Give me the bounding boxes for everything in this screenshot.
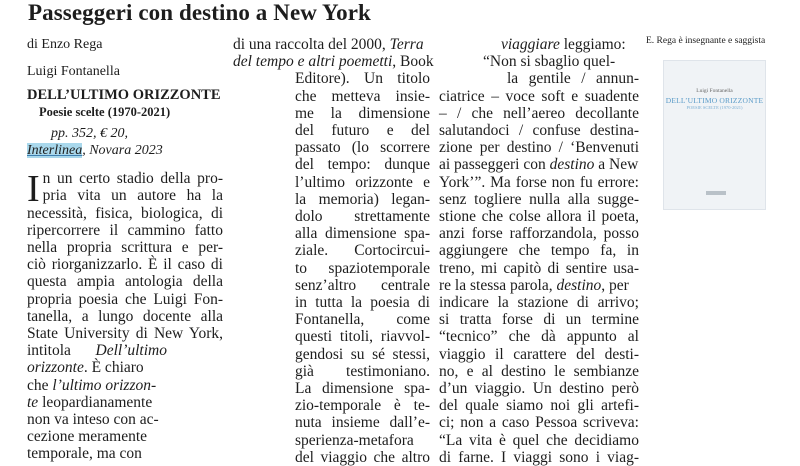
- publisher-logo: [706, 191, 726, 195]
- text-line: necessità, fisica, biologica, di: [27, 204, 223, 222]
- text-line: del tempo e altri poemetti, Book: [233, 53, 434, 71]
- text-line: tanella, a lungo docente alla: [27, 307, 223, 325]
- publisher-tail: , Novara 2023: [82, 143, 163, 159]
- text-line: l’ultimo orizzonte e: [295, 173, 430, 191]
- text-line: del futuro e del: [295, 122, 430, 140]
- text-line: “Non si sbaglio quel-: [483, 53, 616, 71]
- text-line: nuta insieme dall’e-: [295, 414, 430, 432]
- text-line: ai passeggeri con destino a New: [439, 156, 639, 174]
- text-line: ciatrice – voce soft e suadente: [439, 87, 639, 105]
- text-line: ciò riorganizzarlo. È il caso di: [27, 256, 223, 274]
- intro-paragraph: [27, 170, 223, 462]
- text-line: sperienza-metafora: [295, 431, 414, 449]
- text-line: propria poesia che Luigi Fon-: [27, 290, 223, 308]
- text-line: senz togliere nulla alla sugge-: [439, 190, 639, 208]
- text-line: temporale, ma con: [27, 445, 142, 463]
- text-line: viaggio il carattere del desti-: [439, 345, 639, 363]
- text-line: del quale siamo noi gli artefi-: [439, 397, 639, 415]
- column-3: [439, 36, 639, 466]
- text-line: York’”. Ma forse non fu errore:: [439, 173, 639, 191]
- text-line: “La vita è quel che decidiamo: [439, 431, 639, 449]
- pages-price: pp. 352, € 20,: [51, 126, 128, 141]
- text-line: ci; non a caso Pessoa scriveva:: [439, 414, 639, 432]
- text-line: salutandoci / confuse destina-: [439, 122, 639, 140]
- text-line: Editore). Un titolo: [295, 70, 430, 88]
- book-cover-image: [663, 60, 766, 210]
- column-1: [27, 36, 223, 463]
- publisher-line: [27, 142, 223, 160]
- cover-subtitle: POESIE SCELTE (1970-2021): [686, 105, 743, 110]
- text-line: d’un viaggio. Un destino però: [439, 380, 639, 398]
- text-line: la memoria) legan-: [295, 190, 430, 208]
- text-line: questi titoli, riavvol-: [295, 328, 430, 346]
- text-line: no, e al destino le sembianze: [439, 362, 639, 380]
- text-line: in tutta la poesia di: [295, 294, 430, 312]
- text-line: to spaziotemporale: [295, 259, 430, 277]
- text-line: non va inteso con ac-: [27, 411, 159, 429]
- cover-title: DELL’ULTIMO ORIZZONTE: [665, 96, 764, 105]
- text-line: aggiungere che tempo fa, in: [439, 242, 639, 260]
- text-line: n un certo stadio della pro-: [42, 170, 223, 188]
- text-line: te leopardianamente: [27, 393, 153, 411]
- text-line: ziale. Cortocircui-: [295, 242, 430, 260]
- text-line: la gentile / annun-: [507, 70, 639, 88]
- text-line: me la dimensione: [295, 104, 430, 122]
- author-caption: E. Rega è insegnante e saggista: [646, 36, 766, 46]
- text-line: che metteva insie-: [295, 87, 430, 105]
- text-line: pria vita un autore ha la: [42, 187, 223, 205]
- text-line: del tempo: dunque: [295, 156, 430, 174]
- text-line: alla dimensione spa-: [295, 225, 430, 243]
- book-title: DELL’ULTIMO ORIZZONTE: [27, 87, 221, 103]
- text-line: cezione meramente: [27, 428, 148, 446]
- text-line: dolo strettamente: [295, 208, 430, 226]
- text-line: questa ampia antologia della: [27, 273, 223, 291]
- text-line: zione per destino / ‘Benvenuti: [439, 139, 639, 157]
- byline: di Enzo Rega: [27, 37, 103, 52]
- text-line: già testimoniano.: [295, 362, 430, 380]
- publisher-link[interactable]: Interlinea: [27, 143, 83, 159]
- text-line: di farne. I viaggi sono i viag-: [439, 448, 639, 466]
- book-subtitle: Poesie scelte (1970-2021): [39, 105, 171, 119]
- text-line: treno, mi capitò di sentire usa-: [439, 259, 639, 277]
- text-line: La dimensione spa-: [295, 380, 430, 398]
- text-line: che l’ultimo orizzon-: [27, 376, 157, 394]
- text-line: ripercorrere il cammino fatto: [27, 221, 223, 239]
- text-line: stione che colse allora il poeta,: [439, 208, 639, 226]
- text-line: “tecnico” che dà appunto al: [439, 328, 639, 346]
- text-line: Fontanella, come: [295, 311, 430, 329]
- column-2: [233, 36, 434, 466]
- article-title: Passeggeri con destino a New York: [28, 0, 371, 25]
- text-line: zio-temporale è te-: [295, 397, 430, 415]
- drop-cap: I: [27, 168, 40, 211]
- cover-author: Luigi Fontanella: [696, 88, 733, 94]
- text-line: orizzonte. È chiaro: [27, 359, 144, 377]
- text-line: nella propria scrittura e per-: [27, 239, 223, 257]
- text-line: passato (lo scorrere: [295, 139, 430, 157]
- text-line: indicare la stazione di arrivo;: [439, 294, 639, 312]
- text-line: gendosi su sé stessi,: [295, 345, 430, 363]
- text-line: re la stessa parola, destino, per: [439, 276, 629, 294]
- text-line: – / che nell’aereo decollante: [439, 104, 639, 122]
- text-line: di una raccolta del 2000, Terra: [233, 36, 424, 53]
- text-line: senz’altro centrale: [295, 276, 430, 294]
- text-line: State University di New York,: [27, 325, 223, 343]
- text-line: viaggiare leggiamo:: [501, 36, 626, 53]
- book-author: Luigi Fontanella: [27, 64, 120, 79]
- text-line: intitola Dell’ultimo: [27, 342, 167, 360]
- text-line: anzi forse rafforzandola, posso: [439, 225, 639, 243]
- text-line: si tratta forse di un termine: [439, 311, 639, 329]
- text-line: del viaggio che altro: [295, 448, 430, 466]
